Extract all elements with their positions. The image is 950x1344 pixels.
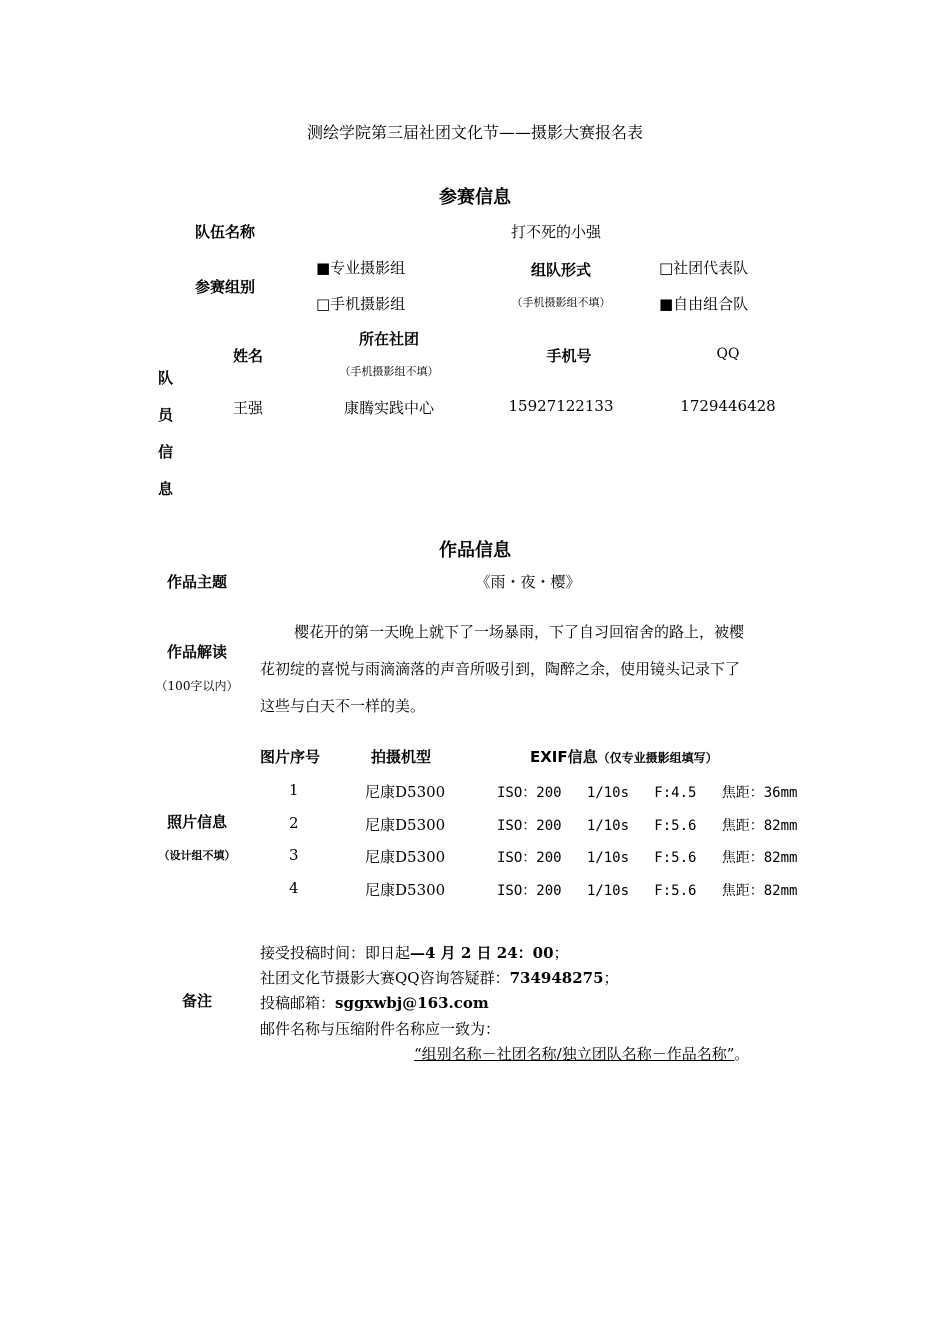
team-form-club: □社团代表队: [659, 259, 749, 277]
photo-no: 3: [289, 846, 299, 864]
interp-line-2: 花初绽的喜悦与雨滴滴落的声音所吸引到，陶醉之余，使用镜头记录下了: [260, 660, 741, 678]
photo-camera: 尼康D5300: [365, 783, 446, 801]
deadline-value: —4 月 2 日 24：00: [410, 944, 554, 962]
team-name-value: 打不死的小强: [510, 223, 602, 241]
form-title: 测绘学院第三届社团文化节——摄影大赛报名表: [306, 123, 644, 142]
col-phone-header: 手机号: [546, 347, 592, 365]
member-phone: 15927122133: [508, 397, 614, 415]
team-form-free: ■自由组合队: [659, 295, 749, 313]
team-name-label: 队伍名称: [194, 223, 256, 241]
group-option-phone: □手机摄影组: [316, 295, 406, 313]
col-name-header: 姓名: [232, 347, 264, 365]
interp-note: （100字以内）: [155, 679, 239, 693]
team-form-label: 组队形式: [530, 261, 592, 279]
col-club-note: （手机摄影组不填）: [339, 365, 439, 378]
group-option-pro: ■专业摄影组: [316, 259, 406, 277]
member-club: 康腾实践中心: [343, 399, 435, 417]
photo-label: 照片信息: [166, 813, 228, 831]
interp-label: 作品解读: [166, 643, 228, 661]
interp-line-1: 樱花开的第一天晚上就下了一场暴雨，下了自习回宿舍的路上，被樱: [294, 623, 745, 641]
email-prefix: 投稿邮箱：: [260, 994, 336, 1012]
work-heading: 作品信息: [439, 540, 511, 561]
photo-no: 4: [289, 879, 299, 897]
photo-exif: ISO：200 1/10s F:5.6 焦距：82mm: [497, 850, 798, 866]
notes-naming-line: 邮件名称与压缩附件名称应一致为：: [260, 1020, 501, 1038]
col-club-header: 所在社团: [358, 330, 420, 348]
naming-format: “组别名称－社团名称/独立团队名称－作品名称”: [414, 1045, 735, 1063]
email-value: sggxwbj@163.com: [335, 994, 489, 1012]
photo-col-exif: [530, 746, 718, 767]
members-label: 队员信息: [158, 369, 174, 498]
col-qq-header: QQ: [716, 346, 740, 362]
notes-qq: [260, 967, 619, 988]
group-label: 参赛组别: [194, 278, 256, 296]
notes-deadline: [260, 942, 569, 963]
qq-value: 734948275: [509, 969, 604, 987]
photo-no: 1: [289, 781, 299, 799]
photo-exif: ISO：200 1/10s F:5.6 焦距：82mm: [497, 818, 798, 834]
photo-exif: ISO：200 1/10s F:4.5 焦距：36mm: [497, 785, 798, 801]
photo-col-camera: 拍摄机型: [371, 748, 432, 766]
notes-email: [260, 992, 489, 1013]
member-qq: 1729446428: [680, 397, 776, 415]
photo-camera: 尼康D5300: [365, 848, 446, 866]
interp-line-3: 这些与白天不一样的美。: [260, 697, 426, 715]
notes-naming-format-line: [414, 1043, 749, 1064]
photo-col-exif-note: （仅专业摄影组填写）: [597, 751, 718, 765]
photo-camera: 尼康D5300: [365, 816, 446, 834]
deadline-prefix: 接受投稿时间：即日起: [260, 944, 411, 962]
photo-col-no: 图片序号: [260, 748, 321, 766]
qq-prefix: 社团文化节摄影大赛QQ咨询答疑群：: [260, 969, 510, 987]
photo-no: 2: [289, 814, 299, 832]
theme-value: 《雨・夜・樱》: [475, 573, 581, 591]
photo-note: （设计组不填）: [158, 849, 236, 862]
photo-exif: ISO：200 1/10s F:5.6 焦距：82mm: [497, 883, 798, 899]
member-name: 王强: [232, 399, 264, 417]
photo-camera: 尼康D5300: [365, 881, 446, 899]
naming-end: 。: [734, 1045, 750, 1063]
photo-col-exif-main: EXIF信息: [530, 748, 598, 766]
deadline-suffix: ；: [553, 944, 569, 962]
qq-suffix: ；: [603, 969, 619, 987]
team-form-note: （手机摄影组不填）: [511, 296, 611, 309]
notes-label: 备注: [181, 992, 213, 1010]
theme-label: 作品主题: [166, 573, 228, 591]
participant-heading: 参赛信息: [439, 187, 511, 208]
